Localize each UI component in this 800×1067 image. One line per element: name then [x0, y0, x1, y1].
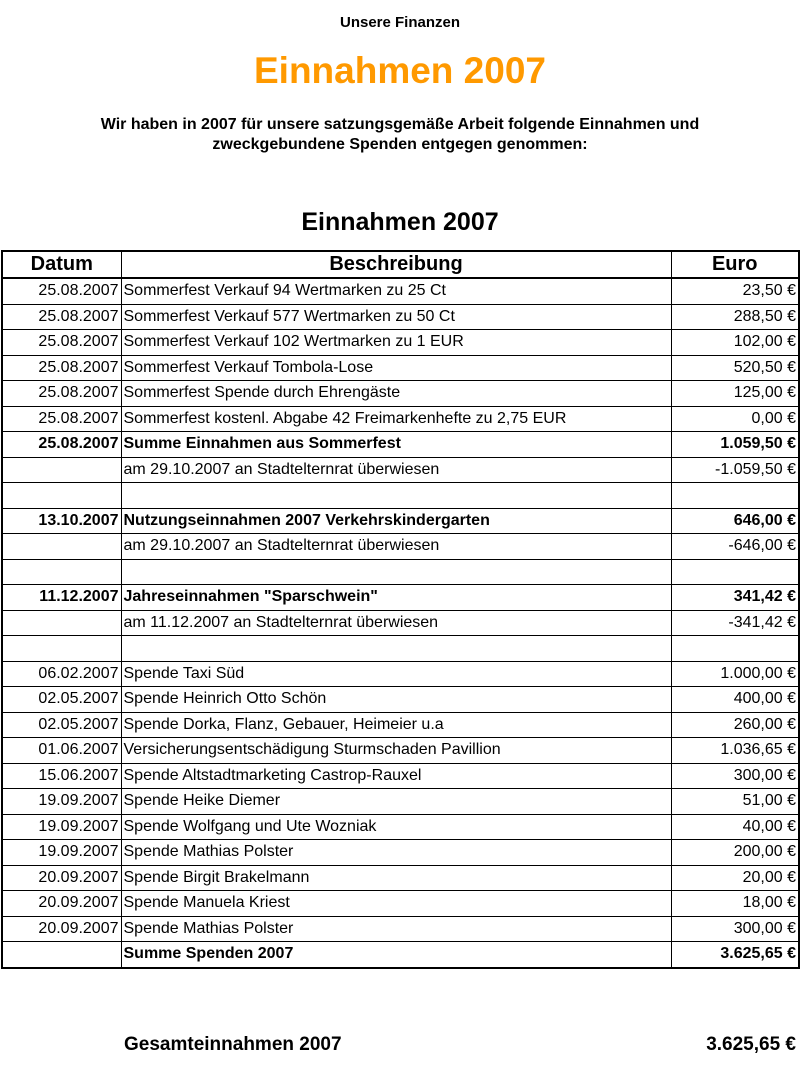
page-kicker: Unsere Finanzen	[339, 14, 461, 31]
intro-line-2: zweckgebundene Spenden entgegen genommen:	[212, 136, 588, 153]
cell-description	[121, 483, 671, 509]
column-header-amount: Euro	[671, 251, 799, 278]
cell-description: am 11.12.2007 an Stadtelternrat überwiesen	[121, 610, 671, 636]
cell-date: 25.08.2007	[2, 381, 121, 407]
cell-description: Summe Einnahmen aus Sommerfest	[121, 432, 671, 458]
cell-description	[121, 559, 671, 585]
cell-date: 19.09.2007	[2, 814, 121, 840]
cell-date: 01.06.2007	[2, 738, 121, 764]
table-row	[2, 789, 799, 815]
table-row	[2, 406, 799, 432]
cell-date	[2, 610, 121, 636]
column-header-description: Beschreibung	[121, 251, 671, 278]
intro-text	[40, 115, 760, 155]
cell-amount: 1.059,50 €	[671, 432, 799, 458]
intro-line-1: Wir haben in 2007 für unsere satzungsgemäße Arbeit folgende Einnahmen und	[100, 116, 700, 133]
cell-amount	[671, 559, 799, 585]
cell-amount	[671, 483, 799, 509]
cell-amount: 1.036,65 €	[671, 738, 799, 764]
table-header-row	[2, 251, 799, 278]
cell-amount: 200,00 €	[671, 840, 799, 866]
cell-date: 25.08.2007	[2, 432, 121, 458]
cell-date: 02.05.2007	[2, 687, 121, 713]
cell-description: Spende Manuela Kriest	[121, 891, 671, 917]
table-row	[2, 432, 799, 458]
cell-date: 25.08.2007	[2, 278, 121, 304]
table-body	[2, 278, 799, 968]
cell-description: Spende Heike Diemer	[121, 789, 671, 815]
cell-date: 06.02.2007	[2, 661, 121, 687]
cell-amount: -341,42 €	[671, 610, 799, 636]
cell-description: Spende Taxi Süd	[121, 661, 671, 687]
table-row	[2, 483, 799, 509]
cell-description: Spende Dorka, Flanz, Gebauer, Heimeier u.a	[121, 712, 671, 738]
total-label: Gesamteinnahmen 2007	[124, 1034, 342, 1055]
table-row	[2, 534, 799, 560]
cell-description: Spende Altstadtmarketing Castrop-Rauxel	[121, 763, 671, 789]
table-row	[2, 763, 799, 789]
cell-amount: 3.625,65 €	[671, 942, 799, 968]
cell-date	[2, 534, 121, 560]
table-row	[2, 687, 799, 713]
cell-description: Spende Birgit Brakelmann	[121, 865, 671, 891]
cell-amount: 0,00 €	[671, 406, 799, 432]
cell-amount: 40,00 €	[671, 814, 799, 840]
page-title: Einnahmen 2007	[253, 50, 546, 91]
cell-date: 15.06.2007	[2, 763, 121, 789]
cell-date: 25.08.2007	[2, 304, 121, 330]
cell-amount: 125,00 €	[671, 381, 799, 407]
table-row	[2, 585, 799, 611]
cell-date	[2, 942, 121, 968]
cell-amount: 520,50 €	[671, 355, 799, 381]
cell-amount: 646,00 €	[671, 508, 799, 534]
cell-date	[2, 636, 121, 662]
cell-amount: 18,00 €	[671, 891, 799, 917]
table-row	[2, 508, 799, 534]
cell-description: Sommerfest Verkauf 102 Wertmarken zu 1 EUR	[121, 330, 671, 356]
table-row	[2, 916, 799, 942]
table-row	[2, 840, 799, 866]
table-row	[2, 891, 799, 917]
cell-description: Spende Mathias Polster	[121, 916, 671, 942]
table-row	[2, 814, 799, 840]
table-title: Einnahmen 2007	[301, 208, 499, 236]
cell-description: Spende Heinrich Otto Schön	[121, 687, 671, 713]
cell-date: 13.10.2007	[2, 508, 121, 534]
cell-description: Sommerfest Verkauf 94 Wertmarken zu 25 Ct	[121, 278, 671, 304]
table-row	[2, 330, 799, 356]
cell-description: Sommerfest Spende durch Ehrengäste	[121, 381, 671, 407]
total-value: 3.625,65 €	[706, 1034, 796, 1055]
cell-date: 25.08.2007	[2, 406, 121, 432]
table-row	[2, 355, 799, 381]
cell-date: 25.08.2007	[2, 330, 121, 356]
cell-description: Sommerfest kostenl. Abgabe 42 Freimarkenhefte zu 2,75 EUR	[121, 406, 671, 432]
cell-amount: 102,00 €	[671, 330, 799, 356]
table-row	[2, 661, 799, 687]
cell-amount: 300,00 €	[671, 763, 799, 789]
table-row	[2, 559, 799, 585]
table-row	[2, 457, 799, 483]
cell-date: 19.09.2007	[2, 840, 121, 866]
cell-amount: 1.000,00 €	[671, 661, 799, 687]
table-row	[2, 942, 799, 968]
table-row	[2, 610, 799, 636]
cell-amount: -1.059,50 €	[671, 457, 799, 483]
cell-amount: 260,00 €	[671, 712, 799, 738]
cell-date: 02.05.2007	[2, 712, 121, 738]
cell-description: Spende Mathias Polster	[121, 840, 671, 866]
cell-description: am 29.10.2007 an Stadtelternrat überwiesen	[121, 534, 671, 560]
table-row	[2, 304, 799, 330]
cell-description: Sommerfest Verkauf 577 Wertmarken zu 50 Ct	[121, 304, 671, 330]
cell-date	[2, 457, 121, 483]
cell-description: Jahreseinnahmen "Sparschwein"	[121, 585, 671, 611]
cell-date: 20.09.2007	[2, 891, 121, 917]
cell-amount: 300,00 €	[671, 916, 799, 942]
cell-date: 20.09.2007	[2, 865, 121, 891]
column-header-date: Datum	[2, 251, 121, 278]
cell-description: Sommerfest Verkauf Tombola-Lose	[121, 355, 671, 381]
cell-amount: -646,00 €	[671, 534, 799, 560]
table-row	[2, 381, 799, 407]
table-row	[2, 278, 799, 304]
cell-amount: 20,00 €	[671, 865, 799, 891]
income-table	[1, 250, 800, 969]
cell-description: Nutzungseinnahmen 2007 Verkehrskindergarten	[121, 508, 671, 534]
cell-date: 25.08.2007	[2, 355, 121, 381]
cell-amount: 23,50 €	[671, 278, 799, 304]
cell-date	[2, 483, 121, 509]
cell-amount	[671, 636, 799, 662]
table-row	[2, 712, 799, 738]
cell-amount: 288,50 €	[671, 304, 799, 330]
table-row	[2, 636, 799, 662]
table-row	[2, 738, 799, 764]
cell-description: am 29.10.2007 an Stadtelternrat überwiesen	[121, 457, 671, 483]
cell-description: Summe Spenden 2007	[121, 942, 671, 968]
cell-description: Spende Wolfgang und Ute Wozniak	[121, 814, 671, 840]
cell-date: 19.09.2007	[2, 789, 121, 815]
cell-date: 11.12.2007	[2, 585, 121, 611]
cell-date: 20.09.2007	[2, 916, 121, 942]
cell-amount: 400,00 €	[671, 687, 799, 713]
cell-date	[2, 559, 121, 585]
cell-amount: 51,00 €	[671, 789, 799, 815]
table-row	[2, 865, 799, 891]
cell-description	[121, 636, 671, 662]
cell-amount: 341,42 €	[671, 585, 799, 611]
cell-description: Versicherungsentschädigung Sturmschaden Pavillion	[121, 738, 671, 764]
